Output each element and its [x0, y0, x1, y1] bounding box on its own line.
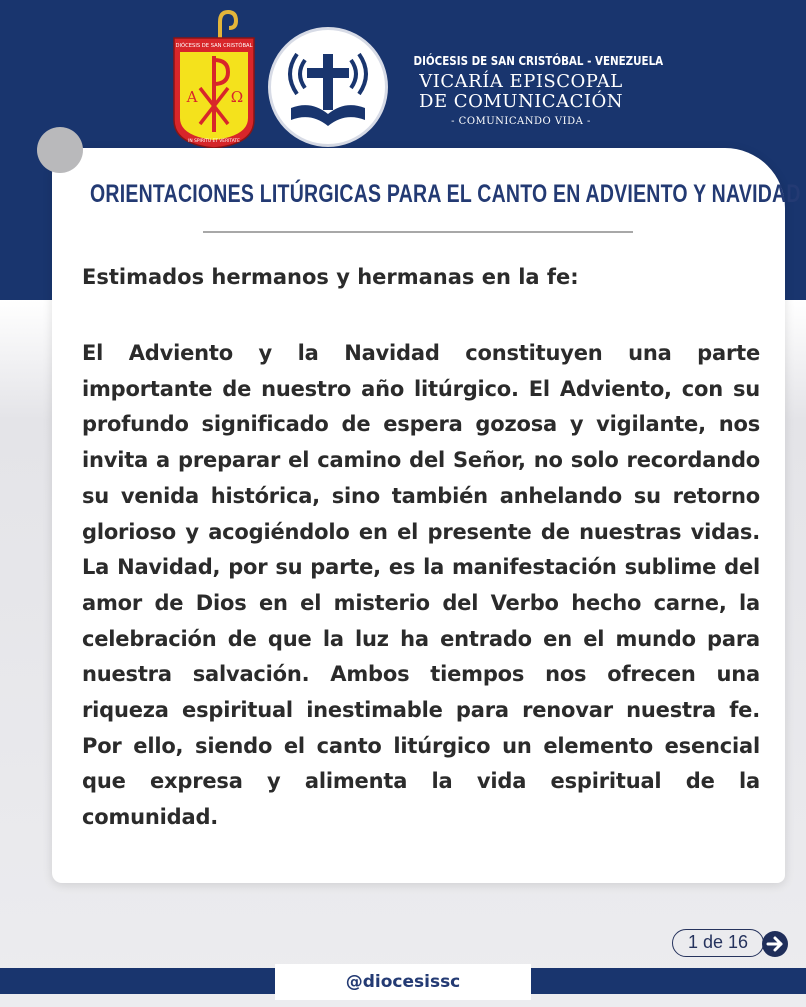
- social-handle: @diocesissc: [275, 964, 531, 1000]
- header-text-block: [396, 54, 664, 127]
- header-diocese-line: DIÓCESIS DE SAN CRISTÓBAL - VENEZUELA: [413, 54, 664, 68]
- body-paragraph: El Adviento y la Navidad constituyen una parte importante de nuestro año litúrgico. El Adviento, con su profundo significado de espera gozosa y vigilante, nos invita a preparar el camino del Señor, no solo recordando su venida histórica, sino también anhelando su retorno glorioso y acogiéndolo en el presente de nuestras vidas. La Navidad, por su parte, es la manifestación sublime del amor de Dios en el misterio del Verbo hecho carne, la celebración de que la luz ha entrado en el mundo para nuestra salvación. Ambos tiempos nos ofrecen una riqueza espiritual inestimable para renovar nuestra fe. Por ello, siendo el canto litúrgico un elemento esencial que expresa y alimenta la vida espiritual de la comunidad.: [82, 341, 760, 830]
- shield-alpha: A: [186, 88, 198, 106]
- header-comunicacion-line: DE COMUNICACIÓN: [419, 91, 623, 112]
- shield-omega: Ω: [230, 88, 244, 106]
- greeting-text: Estimados hermanos y hermanas en la fe:: [82, 265, 579, 289]
- footer-band-left: [0, 968, 275, 994]
- shield-bottom-text: IN SPIRITU ET VERITATE: [188, 139, 240, 144]
- header-tagline: - COMUNICANDO VIDA -: [451, 116, 591, 127]
- decorative-dot: [37, 127, 83, 173]
- document-title: ORIENTACIONES LITÚRGICAS PARA EL CANTO EN ADVIENTO Y NAVIDAD: [90, 180, 801, 208]
- page-indicator: 1 de 16: [672, 929, 764, 957]
- footer-band-right: [531, 968, 806, 994]
- arrow-right-icon: [762, 931, 788, 957]
- shield-top-text: DIÓCESIS DE SAN CRISTÓBAL: [175, 43, 253, 49]
- diocese-shield-icon: [168, 8, 260, 150]
- next-page-button[interactable]: [762, 931, 788, 957]
- header-vicaria-line: VICARÍA EPISCOPAL: [419, 71, 623, 92]
- vicaria-logo-icon: [268, 27, 388, 147]
- title-divider: [203, 231, 633, 233]
